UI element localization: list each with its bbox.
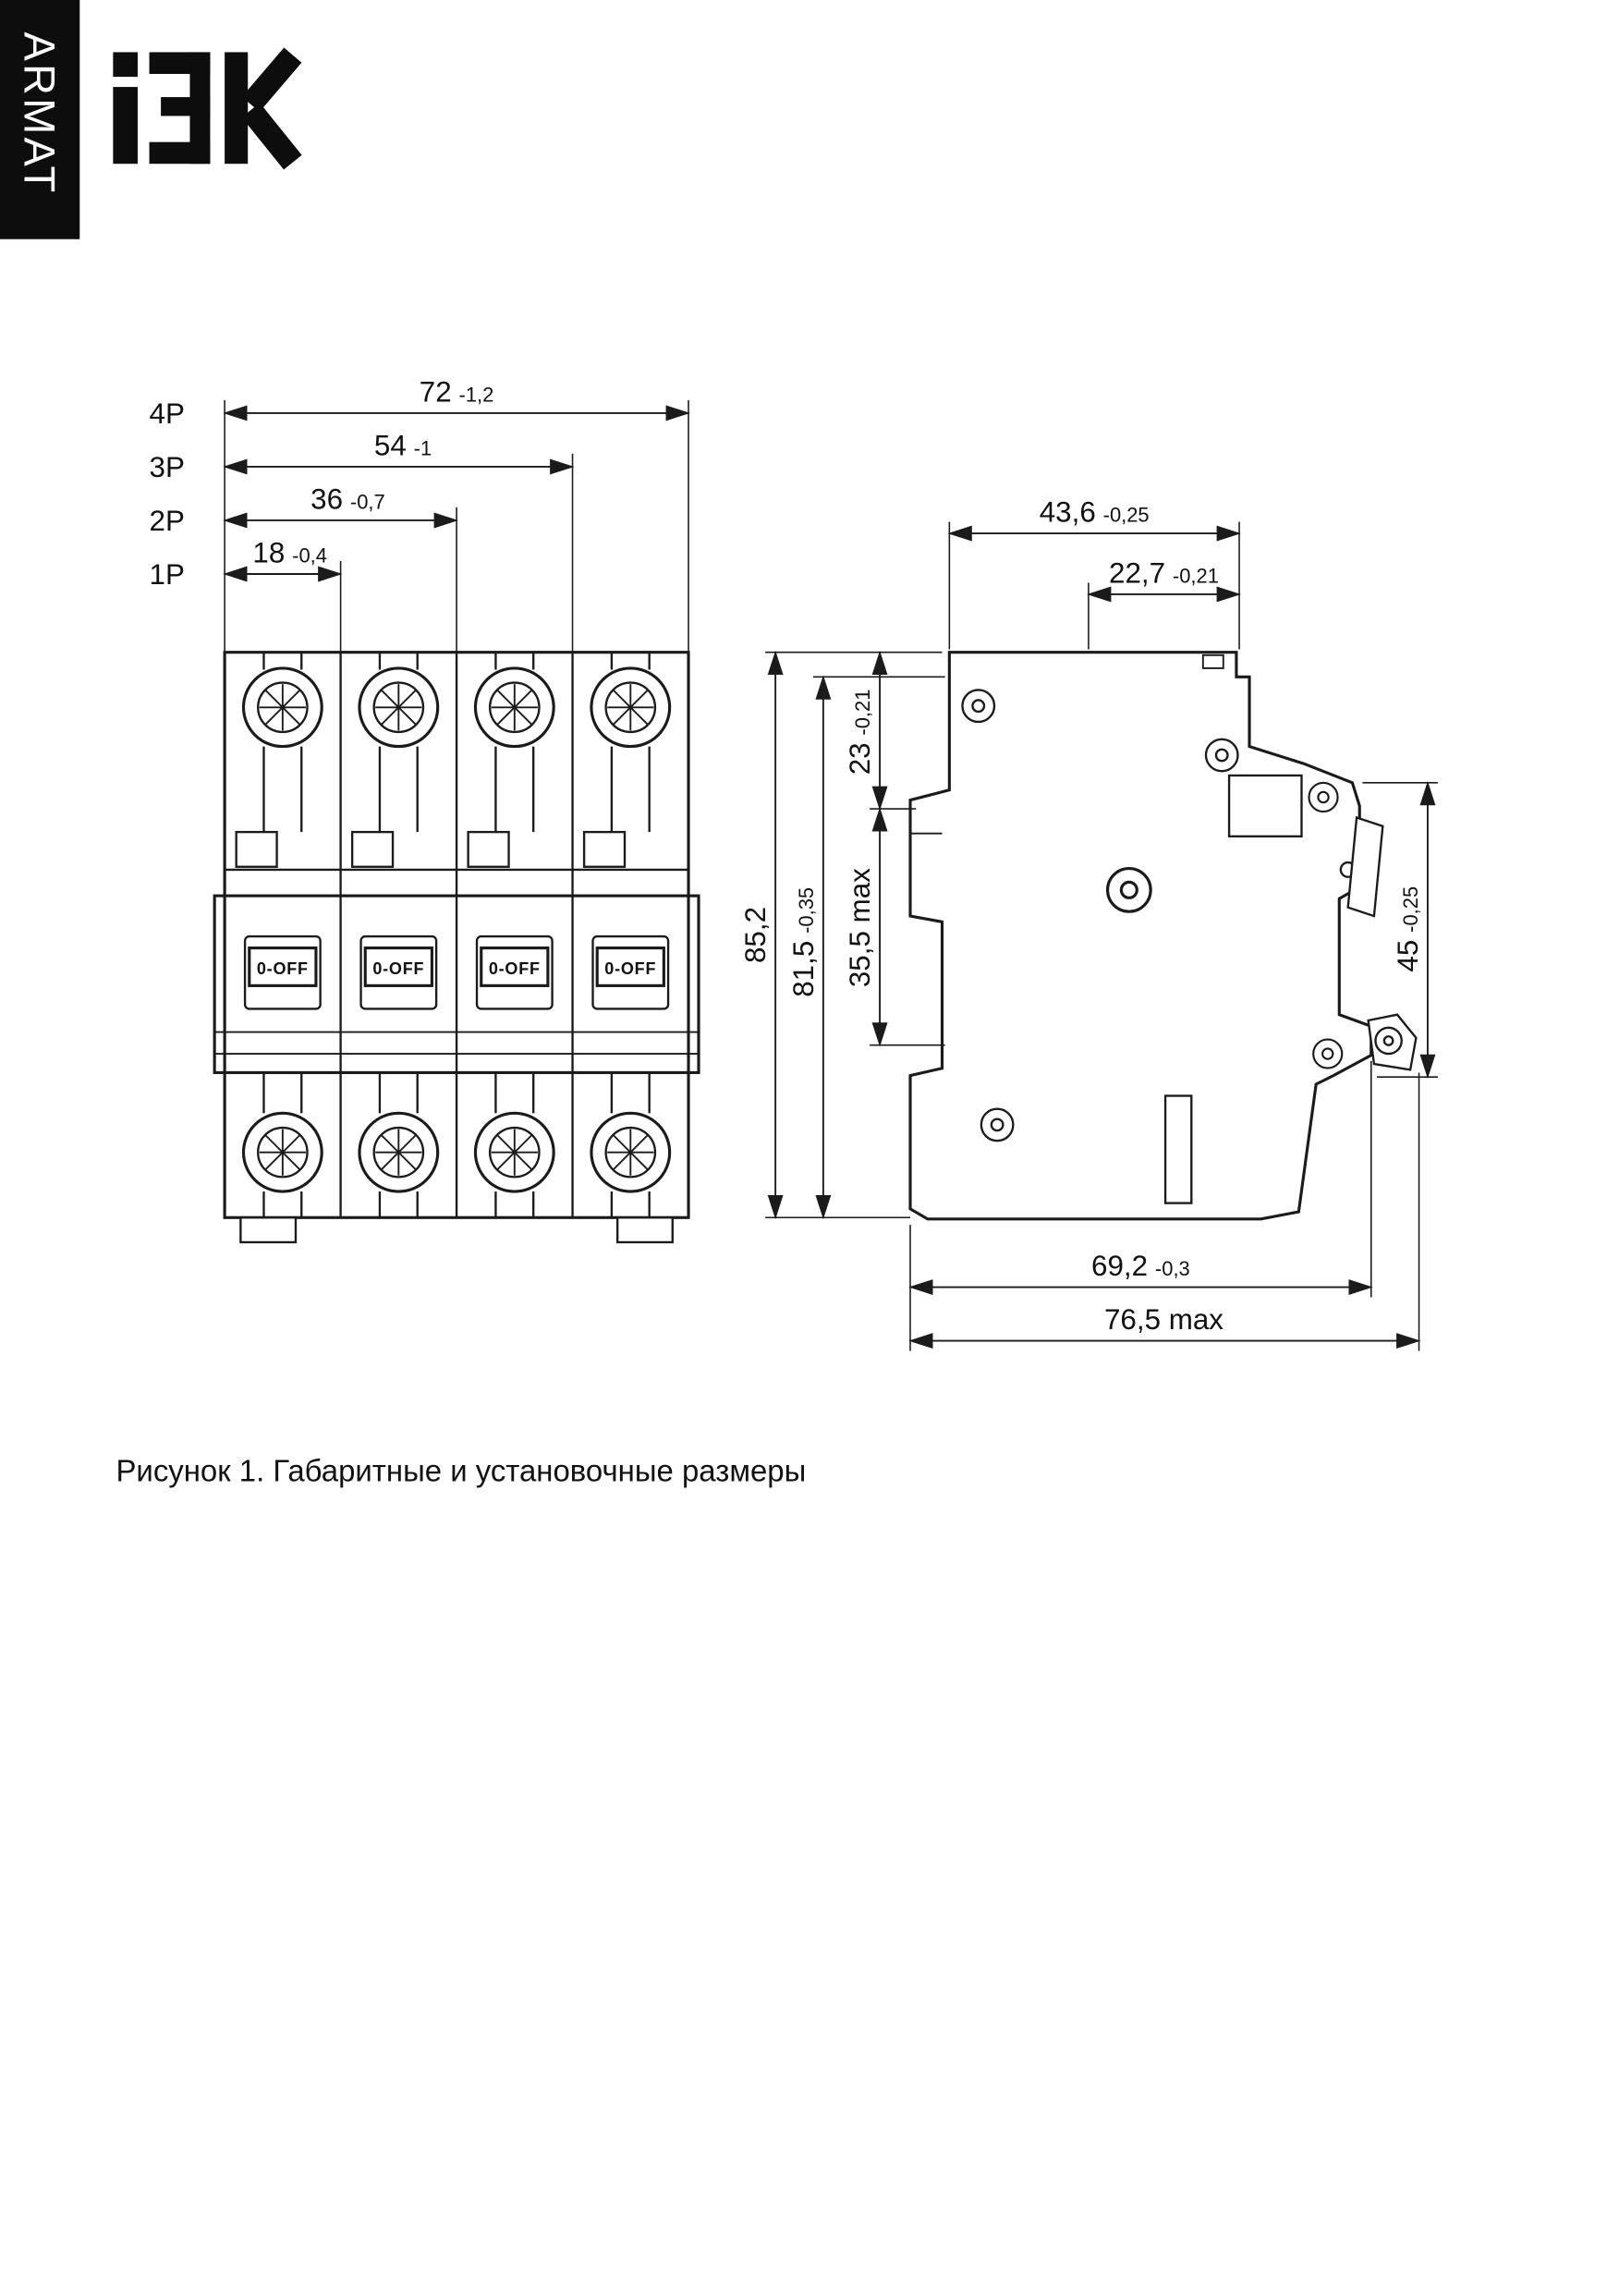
pole-label-2p: 2P <box>149 504 185 537</box>
dim-depth-max: 76,5 max <box>1103 1303 1224 1337</box>
rivet-top-left <box>962 690 994 722</box>
rivet-top-right <box>1206 739 1238 772</box>
iek-logo <box>113 52 292 164</box>
brand-vertical-label: ARMAT <box>15 31 65 196</box>
pole-label-4p: 4P <box>149 397 185 430</box>
front-view <box>214 653 699 1242</box>
front-view-dimensions <box>150 375 688 652</box>
dim-height-body: 81,5-0,35 <box>786 886 820 997</box>
rivet-front-bottom <box>1313 1040 1342 1069</box>
toggle-label-3: 0-OFF <box>488 959 541 978</box>
pole-module-3 <box>469 653 554 1218</box>
dim-1p: 18 -0,4 <box>252 536 327 569</box>
dim-top-to-rail: 23-0,21 <box>844 689 877 776</box>
dim-depth-body: 69,2 -0,3 <box>1091 1250 1190 1282</box>
figure-caption: Рисунок 1. Габаритные и установочные размеры <box>116 1453 807 1488</box>
toggle-label-2: 0-OFF <box>372 959 425 978</box>
side-view <box>910 653 1416 1219</box>
dim-width-top: 43,6 -0,25 <box>1039 495 1150 529</box>
pole-label-1p: 1P <box>149 557 185 591</box>
pole-module-1 <box>237 653 323 1218</box>
pole-label-3p: 3P <box>149 450 185 483</box>
dim-2p: 36 -0,7 <box>310 482 385 516</box>
toggle-label-1: 0-OFF <box>256 959 309 978</box>
rivet-center <box>1108 869 1151 912</box>
dim-rail-height: 45-0,25 <box>1391 885 1424 972</box>
side-body-outline <box>910 653 1371 1219</box>
dim-height-overall: 85,2 <box>739 906 773 963</box>
dim-width-front: 22,7 -0,21 <box>1109 556 1219 590</box>
dim-rail-zone: 35,5 max <box>844 868 877 988</box>
pole-module-2 <box>352 653 438 1218</box>
dim-4p: 72 -1,2 <box>419 375 494 409</box>
pole-module-4 <box>584 653 670 1218</box>
dim-3p: 54 -1 <box>373 429 432 462</box>
rivet-front-top <box>1309 783 1338 812</box>
din-clip-right <box>617 1217 673 1242</box>
brand-sidebar <box>0 0 79 239</box>
toggle-label-4: 0-OFF <box>604 959 657 978</box>
rivet-bottom-left <box>981 1109 1014 1142</box>
din-clip-left <box>240 1217 296 1242</box>
